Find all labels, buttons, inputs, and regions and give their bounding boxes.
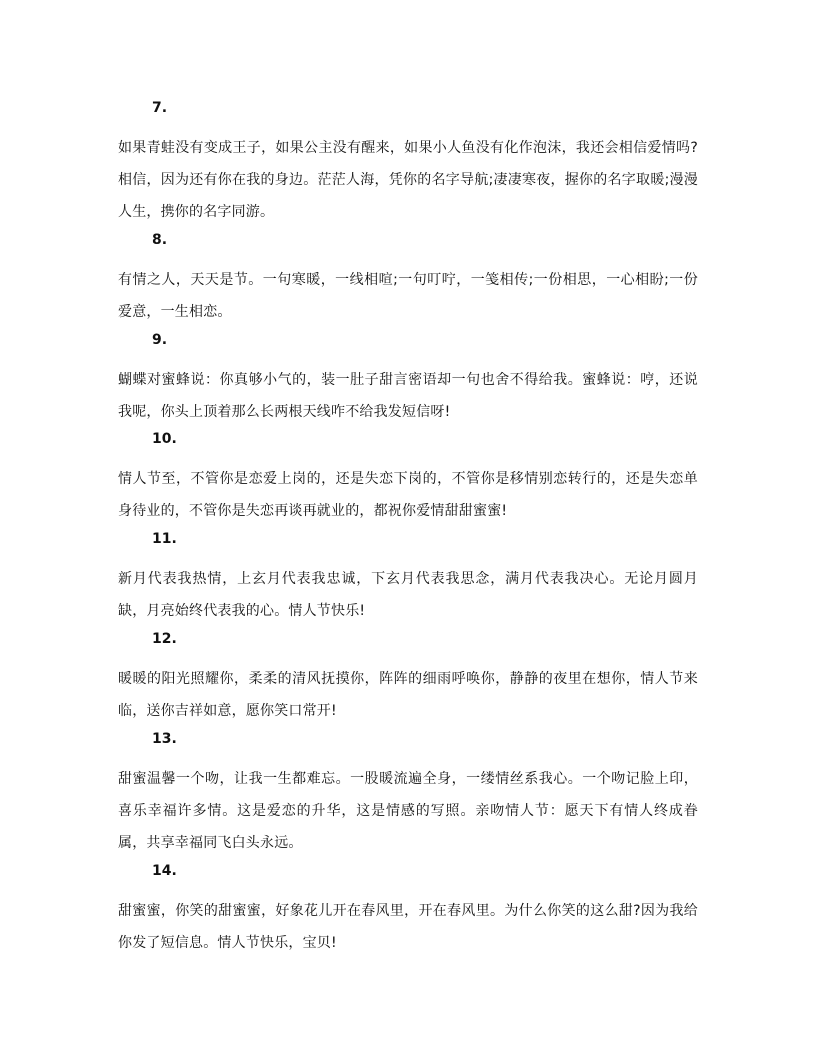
- entry-number: 13.: [152, 731, 177, 747]
- entry-9: [118, 330, 698, 428]
- entry-text: 甜蜜蜜，你笑的甜蜜蜜，好象花儿开在春风里，开在春风里。为什么你笑的这么甜?因为我给你发了短信息。情人节快乐，宝贝!: [118, 903, 698, 951]
- entry-number: 7.: [152, 100, 168, 116]
- entry-text: 蝴蝶对蜜蜂说：你真够小气的，装一肚子甜言密语却一句也舍不得给我。蜜蜂说：哼，还说我呢，你头上顶着那么长两根天线咋不给我发短信呀!: [118, 372, 698, 420]
- entry-number: 11.: [152, 531, 177, 547]
- entry-text: 甜蜜温馨一个吻，让我一生都难忘。一股暖流遍全身，一缕情丝系我心。一个吻记脸上印，喜乐幸福许多情。这是爱恋的升华，这是情感的写照。亲吻情人节：愿天下有情人终成眷属，共享幸福同飞白头永远。: [118, 771, 698, 851]
- entry-text: 情人节至，不管你是恋爱上岗的，还是失恋下岗的，不管你是移情别恋转行的，还是失恋单身待业的，不管你是失恋再谈再就业的，都祝你爱情甜甜蜜蜜!: [118, 471, 698, 519]
- entry-text: 新月代表我热情，上玄月代表我忠诚，下玄月代表我思念，满月代表我决心。无论月圆月缺，月亮始终代表我的心。情人节快乐!: [118, 571, 698, 619]
- entry-number: 12.: [152, 631, 177, 647]
- entry-12: [118, 629, 698, 727]
- entry-text: 暖暖的阳光照耀你，柔柔的清风抚摸你，阵阵的细雨呼唤你，静静的夜里在想你，情人节来临，送你吉祥如意，愿你笑口常开!: [118, 671, 698, 719]
- entry-14: [118, 861, 698, 959]
- entry-13: [118, 729, 698, 859]
- entry-text: 如果青蛙没有变成王子，如果公主没有醒来，如果小人鱼没有化作泡沫，我还会相信爱情吗?相信，因为还有你在我的身边。茫茫人海，凭你的名字导航;凄凄寒夜，握你的名字取暖;漫漫人生，携你的名字同游。: [118, 140, 698, 220]
- entry-number: 8.: [152, 232, 168, 248]
- entry-7: [118, 98, 698, 228]
- entry-11: [118, 529, 698, 627]
- entry-8: [118, 230, 698, 328]
- entry-10: [118, 429, 698, 527]
- entry-number: 9.: [152, 332, 168, 348]
- entry-number: 14.: [152, 863, 177, 879]
- entry-text: 有情之人，天天是节。一句寒暖，一线相喧;一句叮咛，一笺相传;一份相思，一心相盼;一份爱意，一生相恋。: [118, 272, 698, 320]
- entry-number: 10.: [152, 431, 177, 447]
